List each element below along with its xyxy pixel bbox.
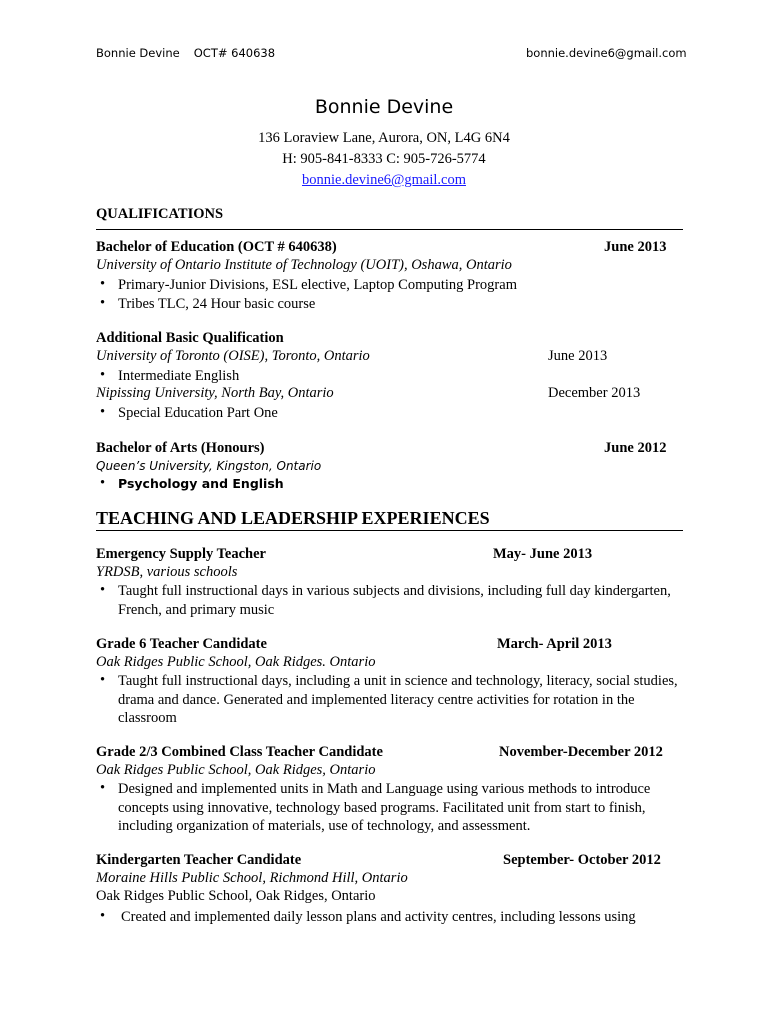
ba-date: June 2012 [604,440,667,456]
header-email: bonnie.devine6@gmail.com [526,46,687,60]
job-title: Grade 2/3 Combined Class Teacher Candidate [96,744,383,760]
abq-bullet-1: Intermediate English [118,368,240,384]
bed-institution: University of Ontario Institute of Technology (UOIT), Oshawa, Ontario [96,257,512,273]
abq-bullet-2: Special Education Part One [118,405,278,421]
bed-bullet: Primary-Junior Divisions, ESL elective, Laptop Computing Program [118,277,517,293]
abq-institution-2: Nipissing University, North Bay, Ontario [96,385,334,401]
ba-title: Bachelor of Arts (Honours) [96,440,265,456]
bullet-icon: • [100,908,106,924]
section-divider [96,229,683,230]
qualifications-heading: QUALIFICATIONS [96,206,224,222]
phone-numbers: H: 905-841-8333 C: 905-726-5774 [282,151,486,167]
abq-date-1: June 2013 [548,348,608,364]
resume-name: Bonnie Devine [314,96,454,118]
bullet-icon: • [100,672,106,688]
address: 136 Loraview Lane, Aurora, ON, L4G 6N4 [258,130,510,146]
job-bullet: Designed and implemented units in Math and Language using various methods to introduce concepts using innovative, technology based programs. Facilitated unit from start to finish, including organization of materials, use of technology, and assessment. [118,781,651,834]
abq-title: Additional Basic Qualification [96,330,284,346]
ba-institution: Queen’s University, Kingston, Ontario [96,459,322,473]
section-divider [96,530,683,531]
email-link[interactable]: bonnie.devine6@gmail.com [302,172,466,188]
job-place: Oak Ridges Public School, Oak Ridges, Ontario [96,762,376,778]
job-title: Kindergarten Teacher Candidate [96,852,302,868]
bullet-icon: • [100,780,106,796]
bed-bullet: Tribes TLC, 24 Hour basic course [118,296,316,312]
job-bullet: Taught full instructional days, including a unit in science and technology, literacy, social studies, drama and dance. Generated and implemented literacy centre activities for rotation in the classroom [118,673,678,726]
job-place-2: Oak Ridges Public School, Oak Ridges, Ontario [96,888,376,904]
job-place: Moraine Hills Public School, Richmond Hill, Ontario [96,870,408,886]
bed-date: June 2013 [604,239,667,255]
job-bullet: Taught full instructional days in various subjects and divisions, including full day kindergarten, French, and primary music [118,583,671,618]
running-header-left [96,46,275,60]
job-title: Emergency Supply Teacher [96,546,266,562]
job-place: Oak Ridges Public School, Oak Ridges. Ontario [96,654,376,670]
bullet-icon: • [100,404,106,420]
job-date: September- October 2012 [503,852,661,868]
job-date: March- April 2013 [497,636,612,652]
email-row [0,172,768,189]
bullet-icon: • [100,582,106,598]
ba-bullet: Psychology and English [118,476,284,491]
job-place: YRDSB, various schools [96,564,238,580]
abq-date-2: December 2013 [548,385,641,401]
bed-title: Bachelor of Education (OCT # 640638) [96,239,337,255]
job-date: May- June 2013 [493,546,593,562]
header-oct: OCT# 640638 [193,46,276,60]
bullet-icon: • [100,276,106,292]
job-bullet: Created and implemented daily lesson plans and activity centres, including lessons using [121,909,636,925]
bullet-icon: • [100,367,106,383]
header-name: Bonnie Devine [96,46,180,60]
job-date: November-December 2012 [499,744,663,760]
bullet-icon: • [100,295,106,311]
experience-heading: TEACHING AND LEADERSHIP EXPERIENCES [96,508,490,528]
bullet-icon: • [100,475,106,491]
abq-institution-1: University of Toronto (OISE), Toronto, Ontario [96,348,370,364]
job-title: Grade 6 Teacher Candidate [96,636,267,652]
